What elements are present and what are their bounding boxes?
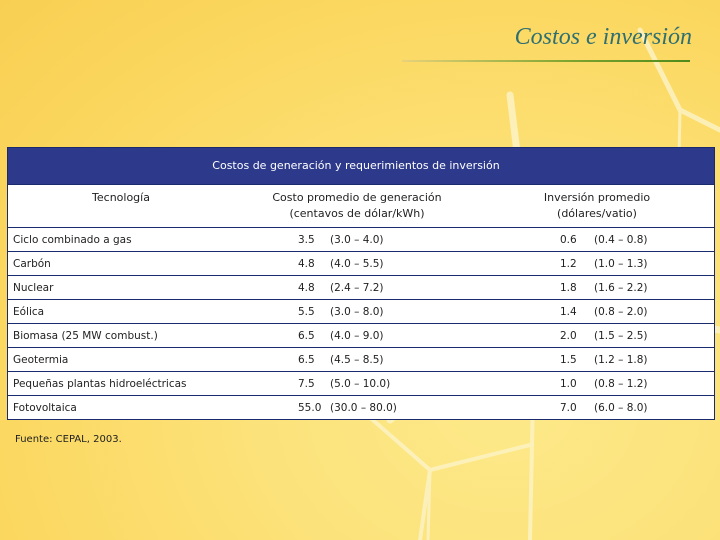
table-row: Geotermia 6.5 (4.5 – 8.5) 1.5 (1.2 – 1.8): [8, 347, 714, 371]
table-row: Fotovoltaica 55.0 (30.0 – 80.0) 7.0 (6.0 – 8.0): [8, 395, 714, 419]
table-row: Nuclear 4.8 (2.4 – 7.2) 1.8 (1.6 – 2.2): [8, 275, 714, 299]
header-investment: Inversión promedio (dólares/vatio): [543, 191, 651, 220]
column-headers: [8, 184, 714, 227]
table-row: Biomasa (25 MW combust.) 6.5 (4.0 – 9.0) 2.0 (1.5 – 2.5): [8, 323, 714, 347]
source-note: Fuente: CEPAL, 2003.: [15, 434, 122, 445]
table-row: Ciclo combinado a gas 3.5 (3.0 – 4.0) 0.6 (0.4 – 0.8): [8, 227, 714, 251]
cost-table: [7, 147, 715, 420]
table-caption: Costos de generación y requerimientos de inversión: [8, 148, 714, 184]
title-underline: [402, 60, 690, 62]
slide-title: Costos e inversión: [514, 24, 692, 50]
header-technology: Tecnología: [92, 191, 150, 204]
table-row: Pequeñas plantas hidroeléctricas 7.5 (5.0 – 10.0) 1.0 (0.8 – 1.2): [8, 371, 714, 395]
header-cost: Costo promedio de generación (centavos de dólar/kWh): [272, 191, 442, 220]
table-row: Eólica 5.5 (3.0 – 8.0) 1.4 (0.8 – 2.0): [8, 299, 714, 323]
table-row: Carbón 4.8 (4.0 – 5.5) 1.2 (1.0 – 1.3): [8, 251, 714, 275]
